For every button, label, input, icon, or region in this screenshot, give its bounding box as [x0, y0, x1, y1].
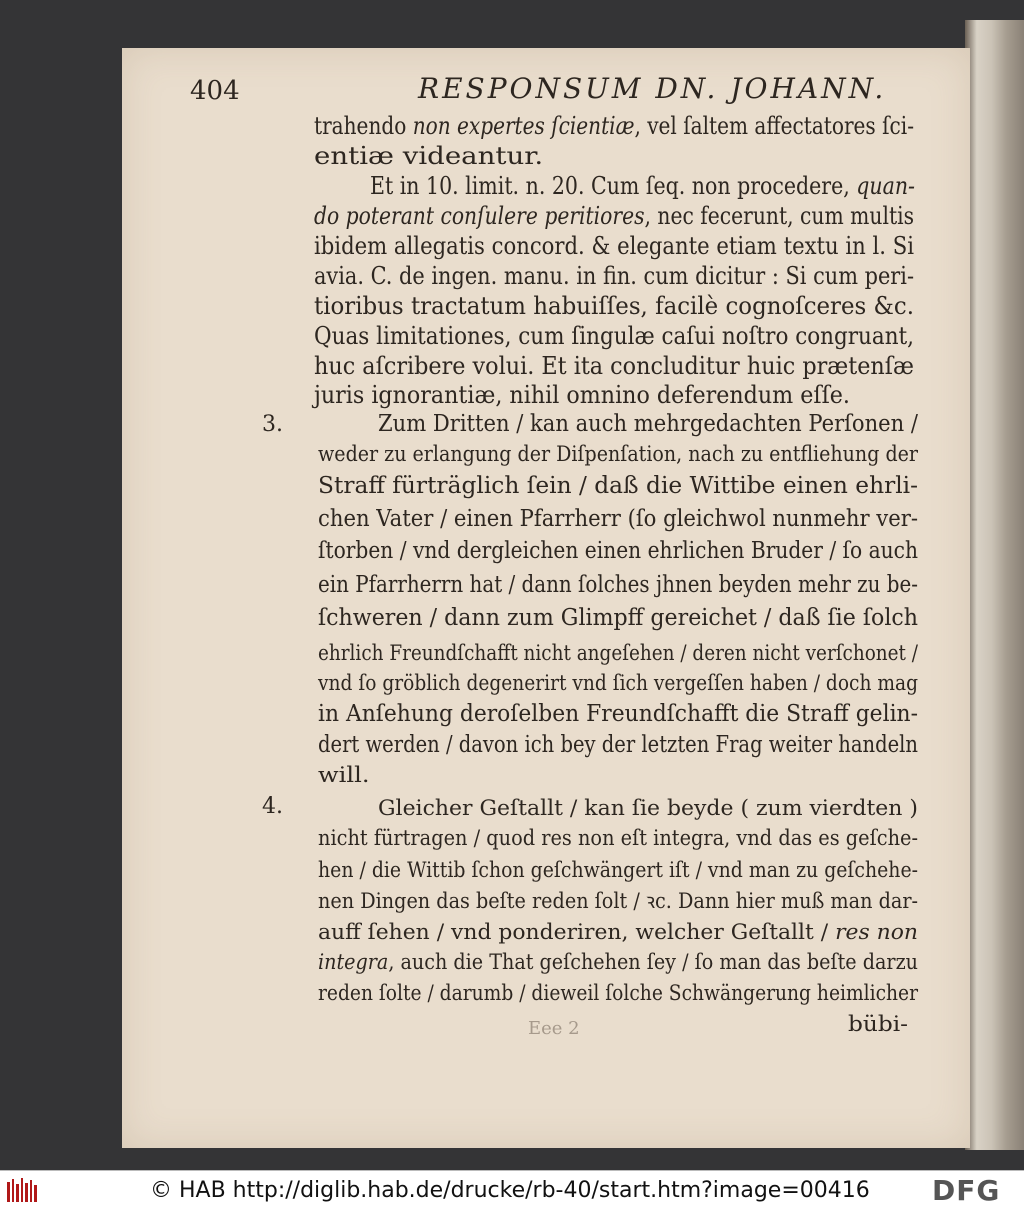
text-span: auff ſehen / vnd ponderiren, welcher Geſtallt /	[318, 920, 836, 944]
italic-text: res non	[835, 920, 918, 944]
text-line	[318, 669, 918, 697]
italic-text: quan-	[856, 172, 915, 200]
italic-text: integra	[318, 950, 389, 974]
text-line	[318, 604, 918, 632]
credit-bar	[0, 1170, 1024, 1210]
dfg-logo: DFG	[932, 1174, 1001, 1207]
text-span: dert werden / davon ich bey der letzten Frag weiter handeln	[318, 732, 918, 758]
text-span: , vel ſaltem affectatores ſci-	[634, 112, 914, 140]
text-line	[314, 381, 850, 409]
text-span: chen Vater / einen Pfarrherr (ſo gleichwol nunmehr ver-	[318, 506, 918, 532]
italic-text: non expertes ſcientiæ	[412, 112, 635, 140]
text-line	[318, 887, 918, 915]
text-line	[318, 537, 918, 565]
text-span: , nec fecerunt, cum multis	[644, 202, 914, 230]
text-span: vnd ſo gröblich degenerirt vnd ſich vergeſſen haben / doch mag	[318, 671, 918, 695]
text-line	[318, 700, 918, 728]
text-span: tioribus tractatum habuiſſes, facilè cognoſceres &c.	[314, 292, 914, 320]
text-line	[314, 352, 914, 380]
hab-logo-icon	[6, 1176, 40, 1204]
text-span: Straff fürträglich ſein / daß die Wittibe einen ehrli-	[318, 473, 918, 499]
text-line	[318, 824, 918, 852]
text-line	[314, 142, 543, 170]
text-span: ibidem allegatis concord. & elegante etiam textu in l. Si	[314, 232, 914, 260]
copyright-link[interactable]: © HAB http://diglib.hab.de/drucke/rb-40/start.htm?image=00416	[150, 1178, 870, 1203]
text-line	[314, 232, 914, 260]
text-span: entiæ videantur.	[314, 142, 544, 170]
signature-mark: Eee 2	[528, 1018, 580, 1039]
text-span: ein Pfarrherrn hat / dann ſolches jhnen beyden mehr zu be-	[318, 572, 918, 598]
page-edge-stack	[965, 20, 1024, 1150]
text-span: reden ſolte / darumb / dieweil ſolche Schwängerung heimlicher	[318, 981, 918, 1005]
text-line	[318, 440, 918, 468]
text-line	[378, 410, 918, 438]
text-span: ſtorben / vnd dergleichen einen ehrlichen Bruder / ſo auch	[318, 538, 918, 564]
text-span: Zum Dritten / kan auch mehrgedachten Perſonen /	[378, 411, 918, 437]
text-span: bübi-	[848, 1012, 908, 1036]
text-span: trahendo	[314, 112, 413, 140]
text-span: avia. C. de ingen. manu. in fin. cum dicitur : Si cum peri-	[314, 262, 914, 290]
text-line	[318, 948, 918, 976]
text-line	[318, 761, 370, 789]
page-number: 404	[190, 76, 240, 106]
text-span: Gleicher Geſtallt / kan ſie beyde ( zum vierdten )	[378, 796, 918, 820]
margin-number-3: 3.	[262, 412, 283, 437]
text-span: will.	[318, 763, 370, 787]
text-span: nen Dingen das beſte reden ſolt / ꝛc. Dann hier muß man dar-	[318, 889, 918, 913]
text-line	[318, 731, 918, 759]
text-span: ſchweren / dann zum Glimpff gereichet / daß ſie ſolch	[318, 605, 918, 631]
text-line	[314, 262, 914, 290]
text-line	[314, 112, 914, 140]
text-span: in Anſehung deroſelben Freundſchafft die Straff gelin-	[318, 701, 918, 727]
text-span: , auch die That geſchehen ſey / ſo man das beſte darzu	[388, 950, 919, 974]
text-span: nicht fürtragen / quod res non eſt integra, vnd das es geſche-	[318, 826, 918, 850]
text-span: ehrlich Freundſchafft nicht angeſehen / deren nicht verſchonet /	[318, 641, 918, 665]
text-line	[318, 979, 918, 1007]
text-span: huc aſcribere volui. Et ita concluditur huic prætenſæ	[314, 352, 914, 380]
text-line	[318, 505, 918, 533]
margin-number-4: 4.	[262, 794, 283, 819]
italic-text: do poterant conſulere peritiores	[314, 202, 645, 230]
text-line	[318, 472, 918, 500]
text-line	[318, 639, 918, 667]
text-span: Et in 10. limit. n. 20. Cum ſeq. non procedere,	[370, 172, 857, 200]
running-title: RESPONSUM DN. JOHANN.	[418, 72, 887, 105]
text-line	[370, 172, 915, 200]
text-line	[314, 202, 914, 230]
text-line	[314, 322, 914, 350]
text-span: hen / die Wittib ſchon geſchwängert iſt / vnd man zu geſchehe-	[318, 858, 918, 882]
text-line	[848, 1010, 908, 1038]
text-line	[318, 571, 918, 599]
text-span: juris ignorantiæ, nihil omnino deferendum eſſe.	[314, 381, 850, 409]
text-span: weder zu erlangung der Diſpenſation, nach zu entfliehung der	[318, 442, 918, 466]
text-line	[318, 918, 918, 946]
text-line	[314, 292, 914, 320]
text-span: Quas limitationes, cum ſingulæ caſui noſtro congruant,	[314, 322, 914, 350]
text-line	[318, 856, 918, 884]
text-line	[378, 794, 918, 822]
